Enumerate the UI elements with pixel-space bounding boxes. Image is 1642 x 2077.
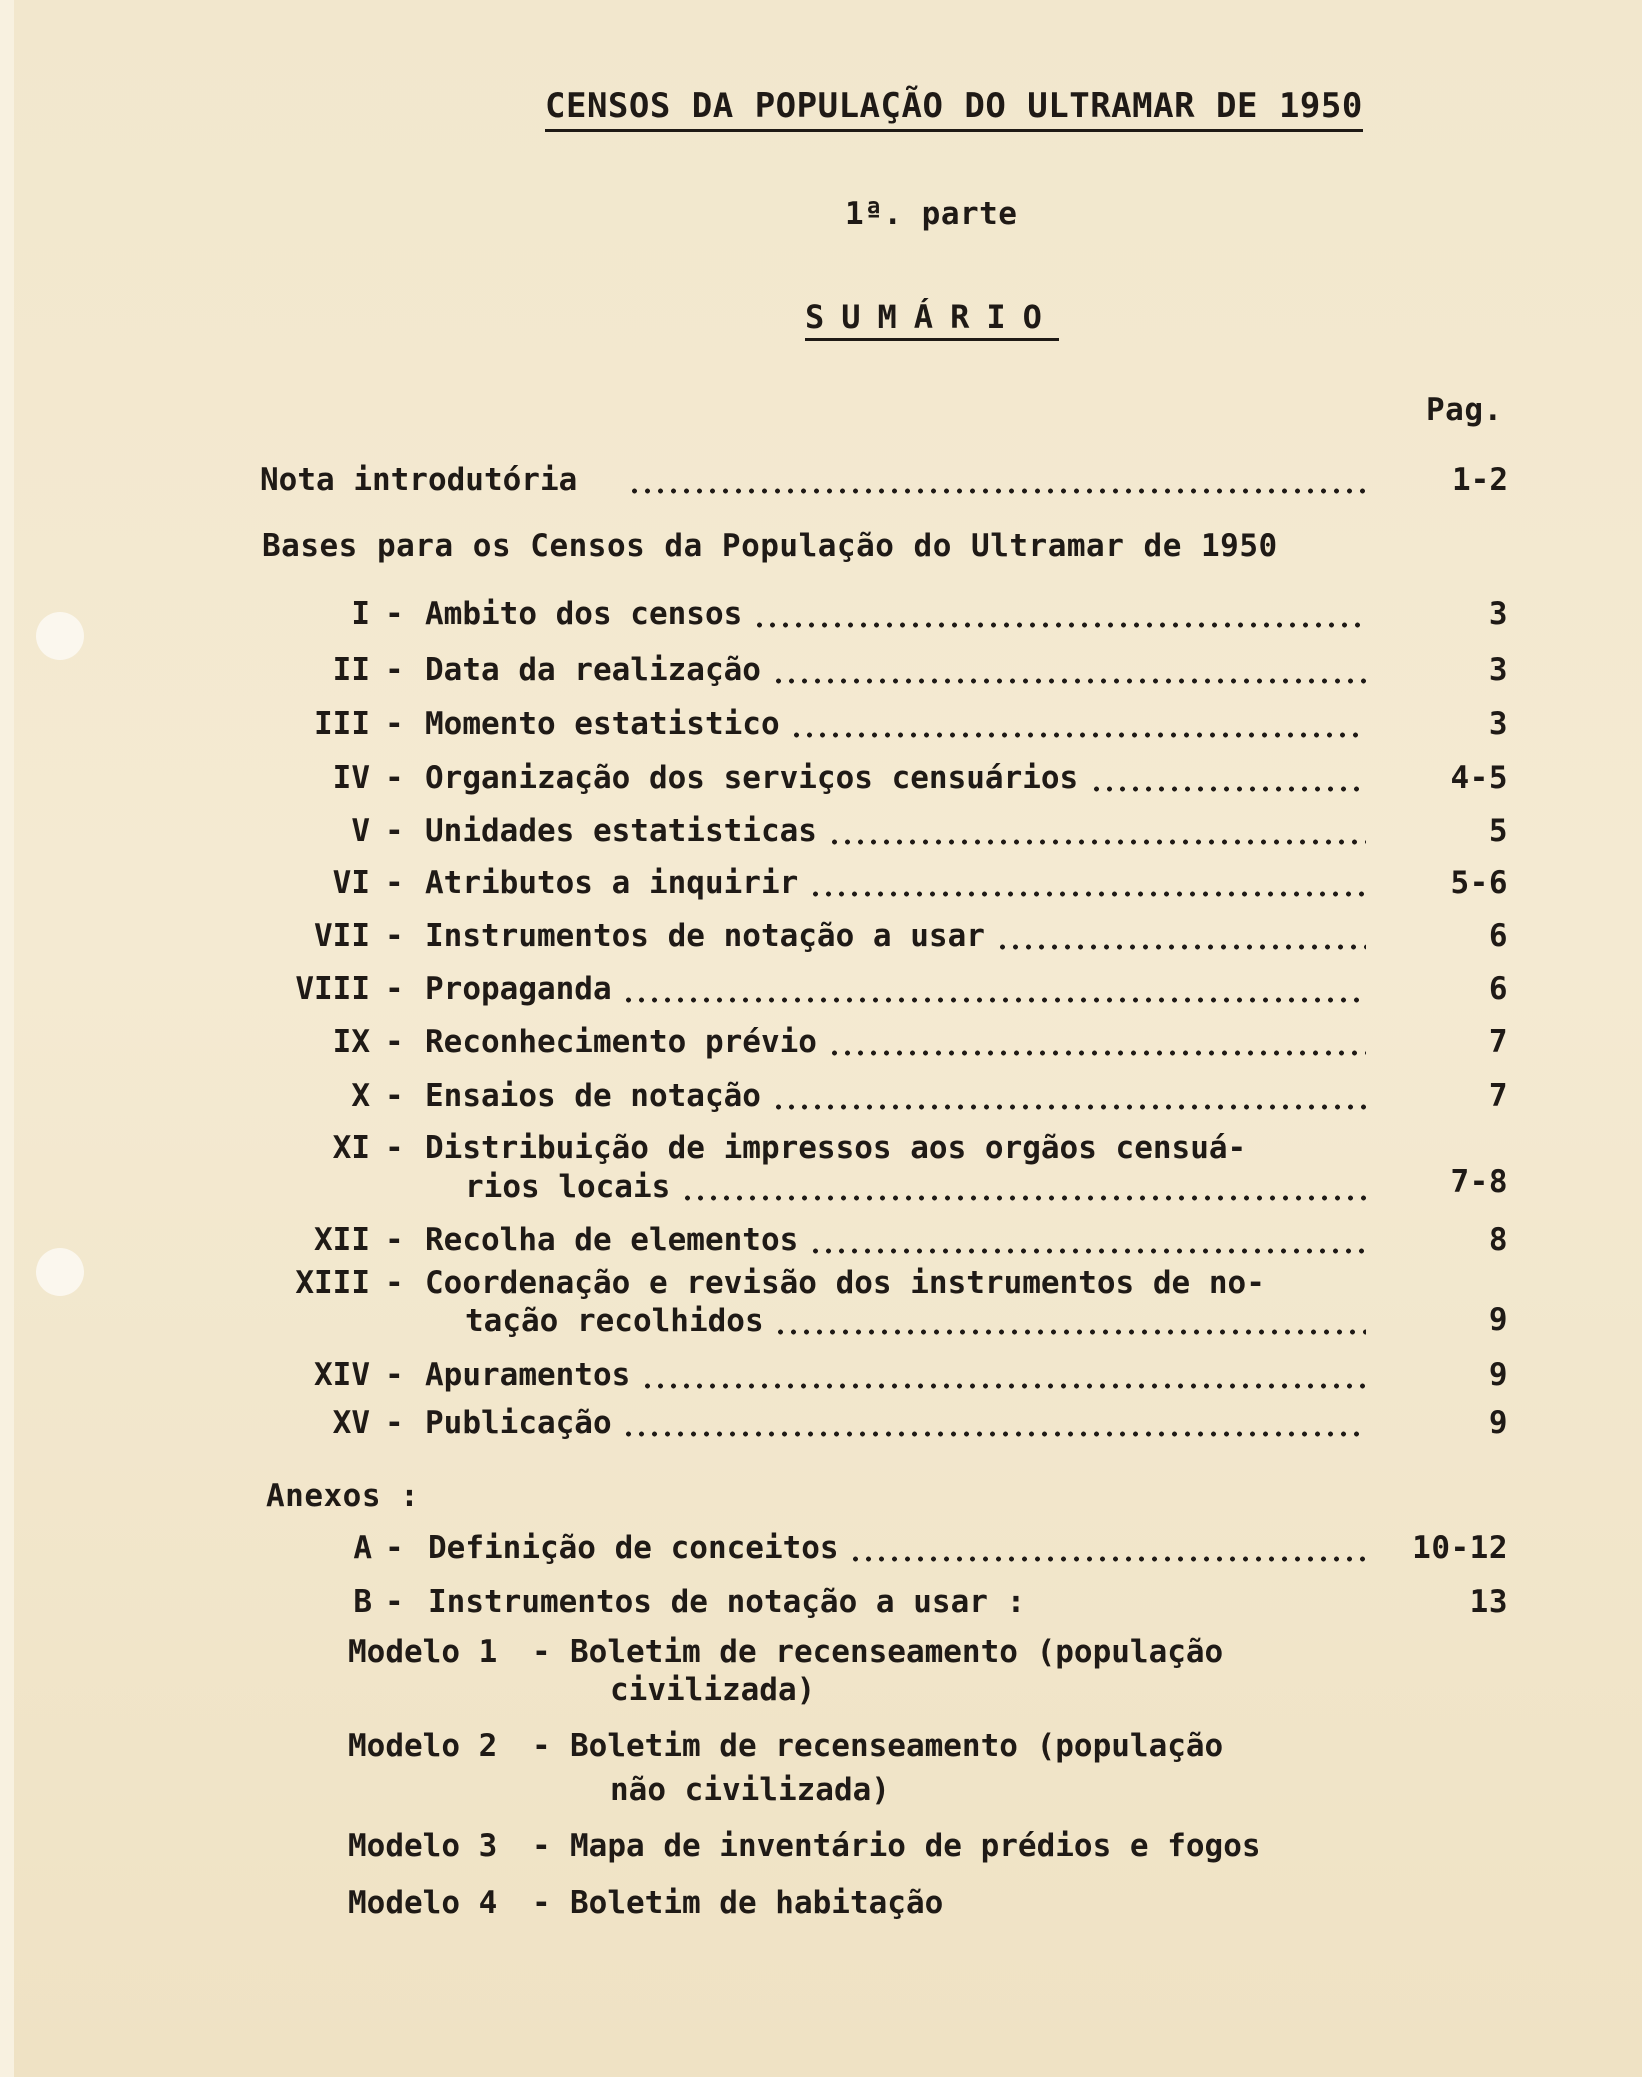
toc-item-dash: - [385, 652, 404, 688]
dot-leader [849, 1556, 1366, 1562]
modelo-row-3 [0, 1828, 1642, 1868]
toc-item-page: 9 [1488, 1357, 1508, 1393]
toc-item-page: 9 [1488, 1302, 1508, 1338]
toc-item-dash: - [385, 1222, 404, 1258]
toc-item-dash: - [385, 971, 404, 1007]
bases-heading: Bases para os Censos da População do Ultramar de 1950 [262, 528, 1278, 564]
toc-item-dash: - [385, 1405, 404, 1441]
modelo-row-4 [0, 1885, 1642, 1925]
toc-item-dash: - [385, 1265, 404, 1301]
toc-item-page: 5 [1488, 813, 1508, 849]
toc-item-dash: - [385, 1357, 404, 1393]
toc-item-dash: - [385, 1584, 404, 1620]
toc-item-label-continued: rios locais [465, 1169, 671, 1205]
toc-item-number: IX [332, 1024, 370, 1060]
toc-item-number: VII [314, 918, 370, 954]
toc-item-label: Unidades estatisticas [425, 813, 817, 849]
toc-item-dash: - [385, 1078, 404, 1114]
toc-row-base-10 [0, 1078, 1642, 1118]
toc-item-label: Momento estatistico [425, 706, 780, 742]
toc-item-number: V [351, 813, 370, 849]
toc-item-page: 6 [1488, 918, 1508, 954]
toc-item-label: Apuramentos [425, 1357, 631, 1393]
toc-item-dash: - [385, 706, 404, 742]
modelo-row-2 [0, 1728, 1642, 1768]
toc-item-label: Ambito dos censos [425, 596, 743, 632]
toc-item-label: Publicação [425, 1405, 612, 1441]
toc-row-intro [260, 462, 1508, 502]
modelo-dash: - [532, 1634, 551, 1670]
toc-item-page: 9 [1488, 1405, 1508, 1441]
toc-row-base-5 [0, 813, 1642, 853]
toc-item-dash: - [385, 596, 404, 632]
dot-leader [628, 488, 1368, 494]
dot-leader [622, 997, 1366, 1003]
toc-item-page: 8 [1488, 1222, 1508, 1258]
toc-item-page: 3 [1488, 652, 1508, 688]
toc-item-page: 10-12 [1412, 1530, 1508, 1566]
toc-item-dash: - [385, 1130, 404, 1166]
toc-item-dash: - [385, 813, 404, 849]
toc-item-number: XV [332, 1405, 370, 1441]
modelo-label: Boletim de recenseamento (população [570, 1634, 1224, 1670]
anexos-heading: Anexos : [266, 1478, 420, 1514]
toc-row-base-12 [0, 1222, 1642, 1262]
toc-item-dash: - [385, 918, 404, 954]
toc-item-label: Propaganda [425, 971, 612, 1007]
toc-item-dash: - [385, 1530, 404, 1566]
part-label: 1ª. parte [845, 196, 1018, 232]
dot-leader [828, 839, 1366, 845]
toc-item-page: 7 [1488, 1078, 1508, 1114]
dot-leader [753, 622, 1366, 628]
modelo-dash: - [532, 1828, 551, 1864]
toc-item-page: 3 [1488, 706, 1508, 742]
toc-item-number: VIII [295, 971, 370, 1007]
toc-row-base-13 [0, 1265, 1642, 1305]
toc-item-number: VI [332, 865, 370, 901]
dot-leader [809, 1248, 1366, 1254]
toc-row-base-14 [0, 1357, 1642, 1397]
dot-leader [622, 1431, 1366, 1437]
toc-item-page: 4-5 [1450, 760, 1508, 796]
toc-item-page: 13 [1469, 1584, 1508, 1620]
toc-item-number: III [314, 706, 370, 742]
toc-item-number: XI [332, 1130, 370, 1166]
document-title: CENSOS DA POPULAÇÃO DO ULTRAMAR DE 1950 [545, 86, 1363, 132]
summary-heading: SUMÁRIO [805, 298, 1059, 341]
toc-item-label: Instrumentos de notação a usar : [428, 1584, 1026, 1620]
toc-row-base-4 [0, 760, 1642, 800]
toc-row-base-9 [0, 1024, 1642, 1064]
toc-item-label: Distribuição de impressos aos orgãos censuá- [425, 1130, 1247, 1166]
toc-item-number: A [353, 1530, 372, 1566]
toc-item-page: 3 [1488, 596, 1508, 632]
toc-row-base-8 [0, 971, 1642, 1011]
toc-row-anexo-b [0, 1584, 1642, 1624]
toc-item-number: IV [332, 760, 370, 796]
dot-leader [1090, 786, 1367, 792]
toc-intro-page: 1-2 [1452, 462, 1508, 498]
toc-item-label: Coordenação e revisão dos instrumentos de no- [425, 1265, 1265, 1301]
toc-item-number: II [332, 652, 370, 688]
toc-row-anexo-a [0, 1530, 1642, 1570]
toc-row-base-2 [0, 652, 1642, 692]
dot-leader [790, 732, 1366, 738]
toc-item-dash: - [385, 865, 404, 901]
toc-item-number: I [351, 596, 370, 632]
toc-item-number: XII [314, 1222, 370, 1258]
toc-item-label: Data da realização [425, 652, 761, 688]
dot-leader [772, 678, 1366, 684]
dot-leader [828, 1050, 1366, 1056]
modelo-dash: - [532, 1885, 551, 1921]
toc-item-label-continued: tação recolhidos [465, 1303, 764, 1339]
dot-leader [772, 1104, 1366, 1110]
modelo-number: Modelo 1 [348, 1634, 498, 1670]
toc-row-base-1 [0, 596, 1642, 636]
toc-item-label: Recolha de elementos [425, 1222, 799, 1258]
modelo-number: Modelo 2 [348, 1728, 498, 1764]
toc-row-base-15 [0, 1405, 1642, 1445]
toc-intro-label: Nota introdutória [260, 462, 578, 498]
toc-item-page: 5-6 [1450, 865, 1508, 901]
toc-item-page: 6 [1488, 971, 1508, 1007]
toc-item-number: X [351, 1078, 370, 1114]
modelo-dash: - [532, 1728, 551, 1764]
toc-item-continuation [0, 1672, 1642, 1712]
modelo-number: Modelo 4 [348, 1885, 498, 1921]
modelo-label: Boletim de habitação [570, 1885, 944, 1921]
toc-item-dash: - [385, 760, 404, 796]
toc-item-label: Organização dos serviços censuários [425, 760, 1079, 796]
toc-item-label-continued: não civilizada) [610, 1772, 890, 1808]
toc-row-base-7 [0, 918, 1642, 958]
toc-row-base-11 [0, 1130, 1642, 1170]
modelo-number: Modelo 3 [348, 1828, 498, 1864]
modelo-label: Boletim de recenseamento (população [570, 1728, 1224, 1764]
dot-leader [809, 891, 1366, 897]
toc-item-label: Instrumentos de notação a usar [425, 918, 985, 954]
toc-item-label-continued: civilizada) [610, 1672, 816, 1708]
toc-item-dash: - [385, 1024, 404, 1060]
toc-row-base-3 [0, 706, 1642, 746]
toc-item-label: Definição de conceitos [428, 1530, 839, 1566]
toc-item-continuation [0, 1772, 1642, 1812]
modelo-row-1 [0, 1634, 1642, 1674]
dot-leader [681, 1195, 1366, 1201]
toc-item-page: 7 [1488, 1024, 1508, 1060]
toc-item-label: Ensaios de notação [425, 1078, 761, 1114]
page-column-label: Pag. [1426, 392, 1503, 428]
toc-item-label: Atributos a inquirir [425, 865, 799, 901]
dot-leader [774, 1329, 1366, 1335]
toc-row-base-6 [0, 865, 1642, 905]
toc-item-continuation [0, 1303, 1642, 1343]
toc-item-page: 7-8 [1450, 1164, 1508, 1200]
toc-item-continuation [0, 1169, 1642, 1209]
toc-item-number: B [353, 1584, 372, 1620]
toc-item-number: XIII [295, 1265, 370, 1301]
modelo-label: Mapa de inventário de prédios e fogos [570, 1828, 1261, 1864]
toc-item-label: Reconhecimento prévio [425, 1024, 817, 1060]
dot-leader [641, 1383, 1366, 1389]
dot-leader [996, 944, 1366, 950]
toc-item-number: XIV [314, 1357, 370, 1393]
